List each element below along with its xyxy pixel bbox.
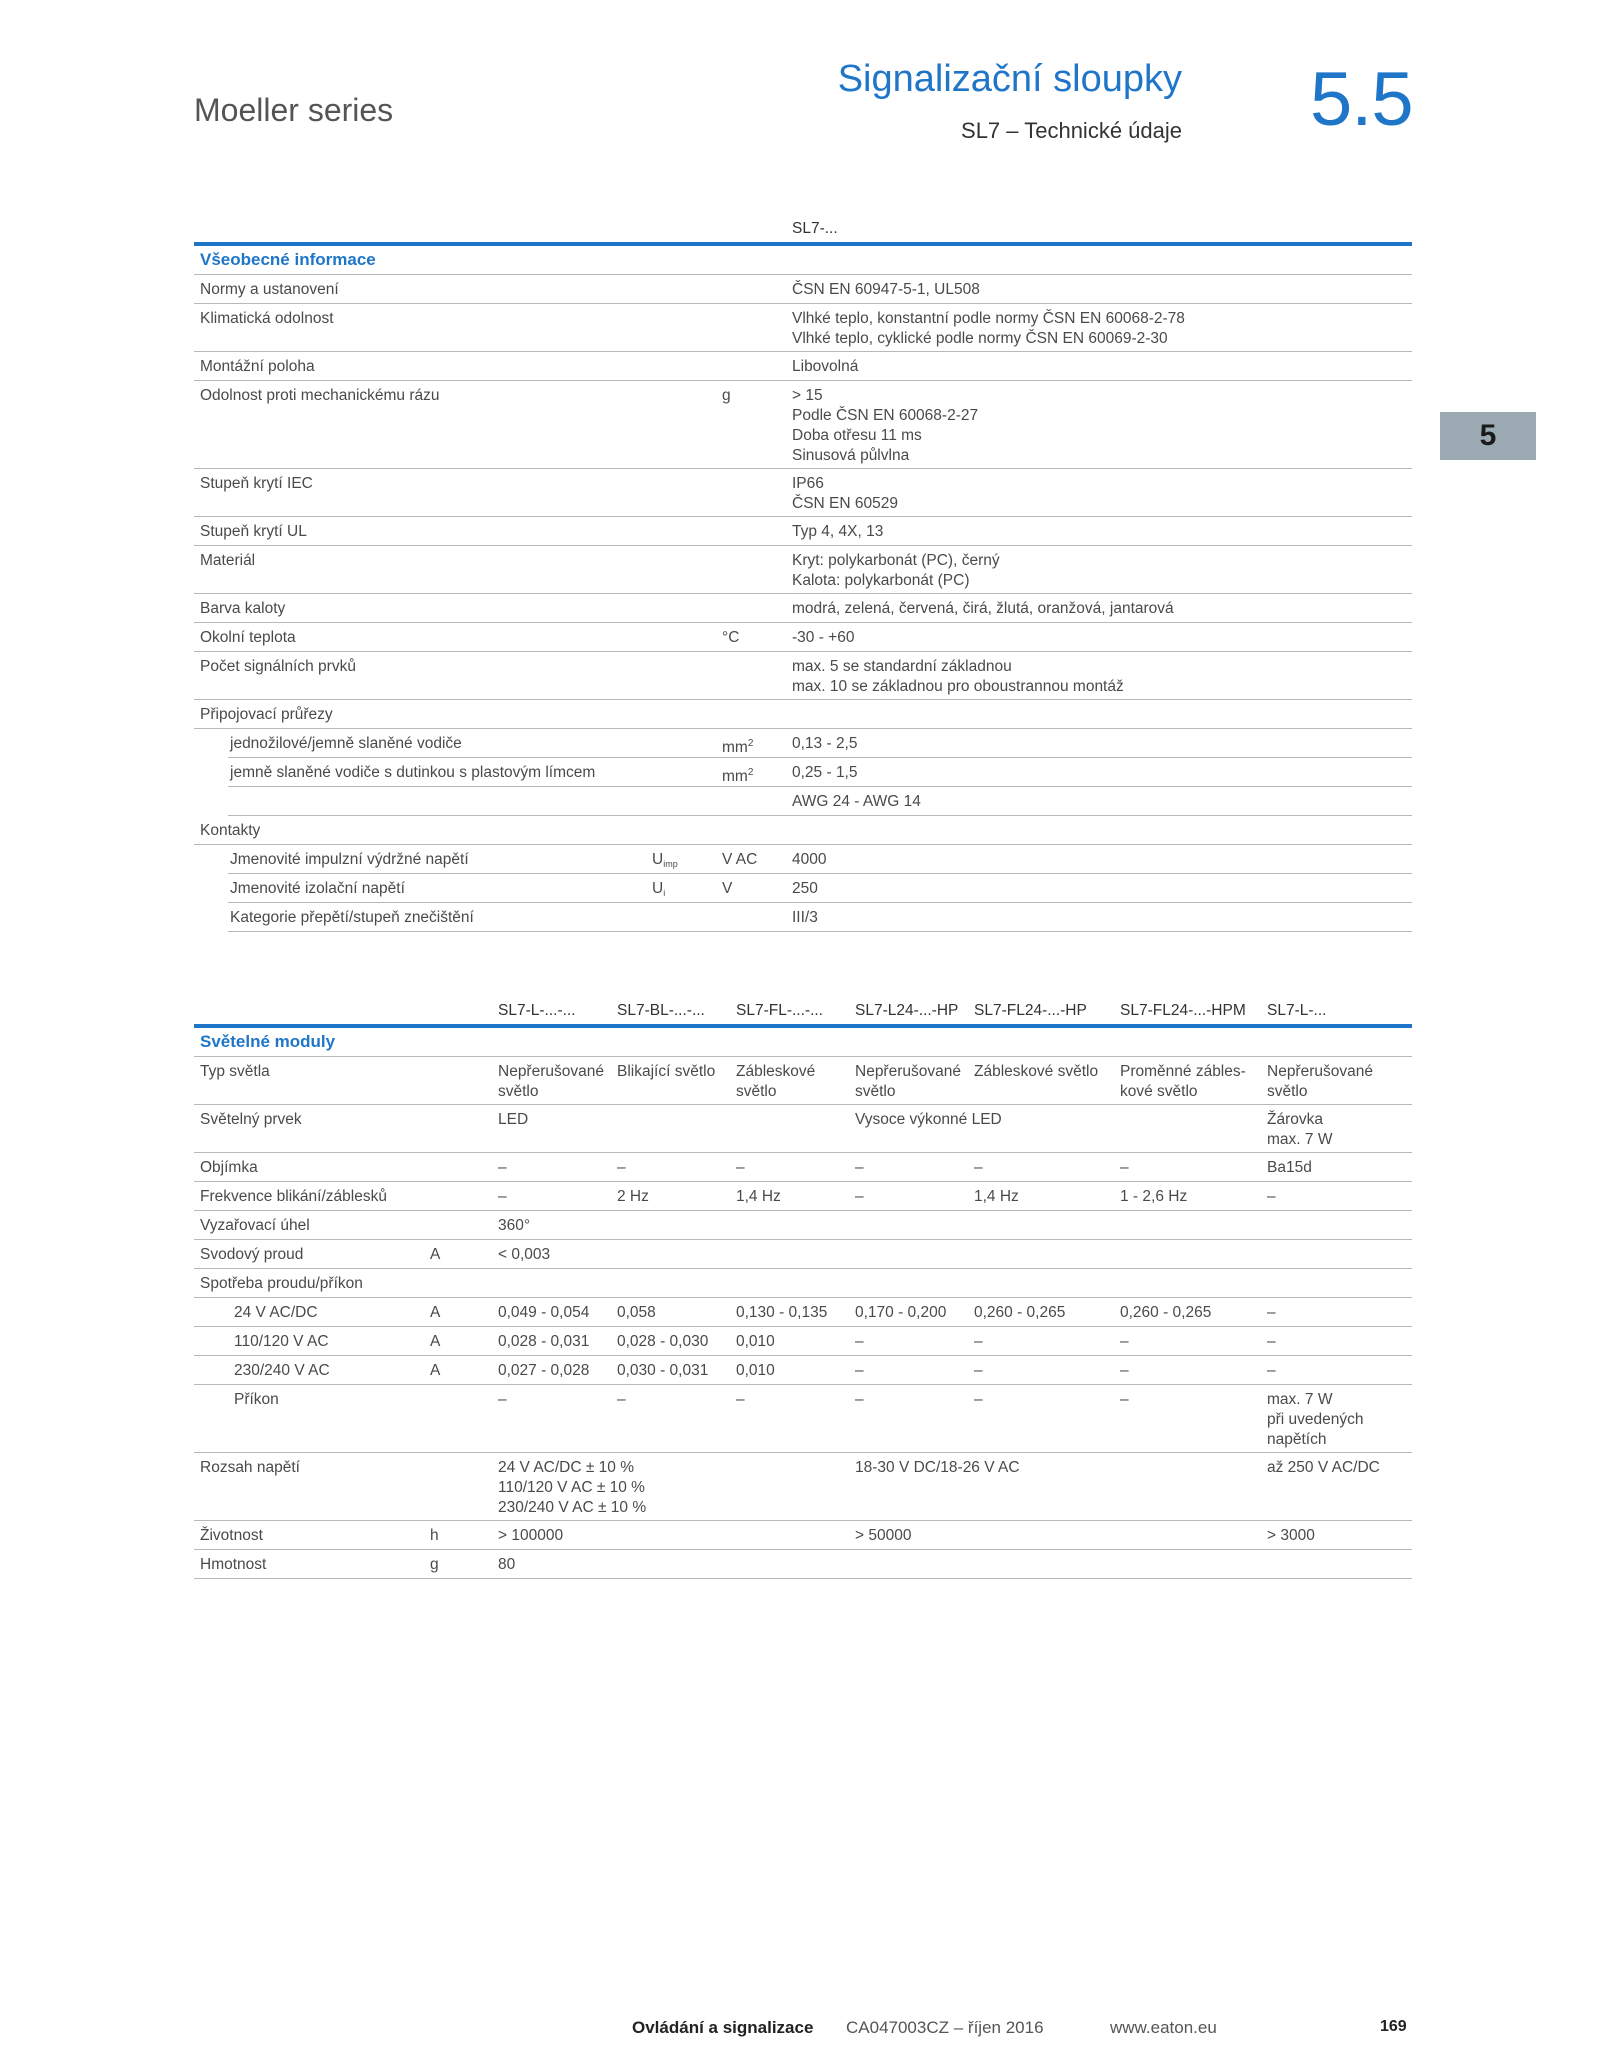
table-row [194,381,1412,469]
row-label: Počet signálních prvků [200,658,356,675]
table-cell: > 100000 [498,1527,564,1544]
table-row [194,1356,1412,1385]
column-header: SL7-L-... [1267,1002,1327,1019]
row-unit: A [430,1304,441,1321]
row-value: Typ 4, 4X, 13 [792,523,884,540]
section-title: Všeobecné informace [194,246,1412,275]
table-row [194,1182,1412,1211]
table-cell: > 50000 [855,1527,912,1544]
table-cell: Zábleskové světlo [736,1063,816,1100]
row-unit [722,734,753,758]
table-row [194,1327,1412,1356]
row-label: Jmenovité impulzní výdržné napětí [230,851,469,868]
row-label: 230/240 V AC [234,1362,330,1379]
row-label: Objímka [200,1159,258,1176]
row-label: Odolnost proti mechanickému rázu [200,387,440,404]
table-cell: 0,027 - 0,028 [498,1362,590,1379]
table-row [194,469,1412,517]
table-cell: – [855,1159,864,1176]
row-unit: A [430,1333,441,1350]
table-cell: 0,260 - 0,265 [1120,1304,1212,1321]
footer-website[interactable]: www.eaton.eu [1110,2018,1217,2037]
table-cell: – [1267,1188,1276,1205]
row-label: jemně slaněné vodiče s dutinkou s plastovým límcem [230,764,596,781]
table-cell: 0,010 [736,1333,775,1350]
unit-text: mm [722,739,748,756]
table-cell: – [1267,1333,1276,1350]
table-row [194,1453,1412,1521]
row-symbol [652,879,665,903]
row-unit: V [722,880,733,897]
row-label: Kontakty [200,822,261,839]
row-label: Světelný prvek [200,1111,302,1128]
table-row [228,845,1412,874]
table-cell: – [974,1159,983,1176]
table-header [194,216,1412,242]
table-cell: – [498,1391,507,1408]
table-cell: – [974,1333,983,1350]
table-row [194,816,1412,845]
table-cell: 18-30 V DC/18-26 V AC [855,1459,1020,1476]
table-cell: max. 7 W při uvedených napětích [1267,1391,1364,1448]
table-cell: 0,010 [736,1362,775,1379]
table-row [194,517,1412,546]
table-cell: Žárovka max. 7 W [1267,1111,1333,1148]
row-value: ČSN EN 60947-5-1, UL508 [792,281,980,298]
table-cell: až 250 V AC/DC [1267,1459,1380,1476]
table-cell: – [974,1362,983,1379]
table-cell: Ba15d [1267,1159,1312,1176]
row-label: Kategorie přepětí/stupeň znečištění [230,909,474,926]
table-cell: – [855,1391,864,1408]
unit-sup: 2 [747,767,754,778]
row-label: Typ světla [200,1063,270,1080]
table-header [194,998,1412,1024]
light-modules-table [194,998,1412,1579]
symbol-text: U [652,880,664,897]
table-row [228,729,1412,758]
table-cell: – [736,1391,745,1408]
row-unit: °C [722,629,740,646]
table-cell: – [1120,1362,1129,1379]
row-value: 0,13 - 2,5 [792,735,858,752]
row-label: Příkon [234,1391,279,1408]
row-unit: g [430,1556,439,1573]
table-cell: – [617,1391,626,1408]
row-label: Spotřeba proudu/příkon [200,1275,363,1292]
table-body [194,1057,1412,1579]
row-unit: A [430,1362,441,1379]
table-cell: 0,260 - 0,265 [974,1304,1066,1321]
table-cell: – [736,1159,745,1176]
page-title: Signalizační sloupky [837,58,1182,100]
table-cell: Nepřerušované světlo [498,1063,604,1100]
row-value: III/3 [792,909,818,926]
row-value: max. 5 se standardní základnou max. 10 se základnou pro oboustrannou montáž [792,658,1124,695]
table-row [194,1385,1412,1453]
table-row [228,787,1412,816]
symbol-sub: imp [663,859,678,869]
chapter-tab: 5 [1440,412,1536,460]
table-row [194,304,1412,352]
column-header: SL7-FL24-...-HPM [1120,1002,1246,1019]
table-cell: 24 V AC/DC ± 10 % 110/120 V AC ± 10 % 230/240 V AC ± 10 % [498,1459,647,1516]
row-unit: h [430,1527,439,1544]
unit-sup: 2 [747,738,754,749]
table-cell: Nepřerušované světlo [1267,1063,1373,1100]
row-label: Materiál [200,552,256,569]
column-header: SL7-L24-...-HP [855,1002,959,1019]
table-row [194,1153,1412,1182]
row-label: Svodový proud [200,1246,304,1263]
table-cell: 0,049 - 0,054 [498,1304,590,1321]
table-cell: – [1120,1159,1129,1176]
table-row [194,275,1412,304]
column-header: SL7-FL-...-... [736,1002,823,1019]
column-header: SL7-L-...-... [498,1002,576,1019]
table-row [228,903,1412,932]
table-row [194,546,1412,594]
table-cell: 0,058 [617,1304,656,1321]
table-cell: 80 [498,1556,516,1573]
table-cell: – [498,1159,507,1176]
table-row [194,594,1412,623]
table-row [194,1211,1412,1240]
table-row [194,1269,1412,1298]
table-row [228,874,1412,903]
table-cell: – [1267,1304,1276,1321]
table-row [194,1105,1412,1153]
row-label: Vyzařovací úhel [200,1217,310,1234]
series-name: Moeller series [194,92,394,128]
row-unit: V AC [722,851,758,868]
row-label: Normy a ustanovení [200,281,339,298]
table-cell: LED [498,1111,529,1128]
column-header: SL7-BL-...-... [617,1002,705,1019]
row-label: Klimatická odolnost [200,310,334,327]
row-unit [722,763,753,787]
footer-catalog: CA047003CZ – říjen 2016 [846,2018,1044,2037]
table-cell: 1,4 Hz [736,1188,781,1205]
table-cell: – [1120,1391,1129,1408]
column-header: SL7-... [792,220,838,237]
table-cell: Vysoce výkonné LED [855,1111,1002,1128]
table-cell: 1,4 Hz [974,1188,1019,1205]
table-cell: – [498,1188,507,1205]
row-label: Životnost [200,1527,263,1544]
row-symbol [652,850,678,874]
table-row [194,1057,1412,1105]
general-info-table [194,216,1412,932]
row-label: Frekvence blikání/záblesků [200,1188,387,1205]
table-cell: 2 Hz [617,1188,649,1205]
table-cell: 0,130 - 0,135 [736,1304,828,1321]
table-cell: Zábleskové světlo [974,1063,1099,1080]
row-label: Stupeň krytí UL [200,523,307,540]
table-cell: 1 - 2,6 Hz [1120,1188,1188,1205]
symbol-text: U [652,851,664,868]
unit-text: mm [722,768,748,785]
table-cell: 0,030 - 0,031 [617,1362,709,1379]
table-cell: Nepřerušované světlo [855,1063,961,1100]
table-cell: – [855,1362,864,1379]
row-value: 0,25 - 1,5 [792,764,858,781]
table-cell: 0,028 - 0,030 [617,1333,709,1350]
row-value: 4000 [792,851,827,868]
footer-category: Ovládání a signalizace [632,2018,814,2037]
row-value: Libovolná [792,358,859,375]
table-row [194,652,1412,700]
row-unit: g [722,387,731,404]
page-number: 169 [1380,2018,1407,2035]
column-header: SL7-FL24-...-HP [974,1002,1087,1019]
table-cell: Blikající světlo [617,1063,716,1080]
table-row [194,1240,1412,1269]
table-cell: – [974,1391,983,1408]
table-cell: 0,170 - 0,200 [855,1304,947,1321]
table-cell: – [617,1159,626,1176]
table-row [194,1521,1412,1550]
table-cell: Proměnné zábles- kové světlo [1120,1063,1246,1100]
section-title: Světelné moduly [194,1028,1412,1057]
row-label: Rozsah napětí [200,1459,300,1476]
row-value: Kryt: polykarbonát (PC), černý Kalota: polykarbonát (PC) [792,552,1000,589]
symbol-sub: i [663,888,666,898]
row-label: Montážní poloha [200,358,315,375]
row-label: Barva kaloty [200,600,286,617]
row-label: 24 V AC/DC [234,1304,318,1321]
table-row [194,623,1412,652]
row-value: > 15 Podle ČSN EN 60068-2-27 Doba otřesu 11 ms Sinusová půlvlna [792,387,979,464]
table-cell: – [855,1188,864,1205]
table-row [194,1550,1412,1579]
row-value: AWG 24 - AWG 14 [792,793,921,810]
row-label: jednožilové/jemně slaněné vodiče [230,735,462,752]
row-label: 110/120 V AC [234,1333,329,1350]
row-label: Stupeň krytí IEC [200,475,313,492]
table-row [194,1298,1412,1327]
row-value: modrá, zelená, červená, čirá, žlutá, oranžová, jantarová [792,600,1174,617]
row-label: Připojovací průřezy [200,706,333,723]
row-label: Jmenovité izolační napětí [230,880,405,897]
page-subtitle: SL7 – Technické údaje [961,118,1182,143]
table-cell: – [1120,1333,1129,1350]
row-value: IP66 ČSN EN 60529 [792,475,898,512]
table-row [194,700,1412,729]
row-label: Hmotnost [200,1556,267,1573]
row-value: -30 - +60 [792,629,855,646]
table-cell: 360° [498,1217,531,1234]
section-number: 5.5 [1310,57,1413,142]
table-cell: – [855,1333,864,1350]
row-value: 250 [792,880,818,897]
table-cell: > 3000 [1267,1527,1315,1544]
table-row [228,758,1412,787]
table-cell: < 0,003 [498,1246,551,1263]
table-cell: 0,028 - 0,031 [498,1333,590,1350]
row-label: Okolní teplota [200,629,296,646]
row-value: Vlhké teplo, konstantní podle normy ČSN EN 60068-2-78 Vlhké teplo, cyklické podle normy ČSN EN 60069-2-30 [792,310,1185,347]
row-unit: A [430,1246,441,1263]
table-row [194,352,1412,381]
table-cell: – [1267,1362,1276,1379]
